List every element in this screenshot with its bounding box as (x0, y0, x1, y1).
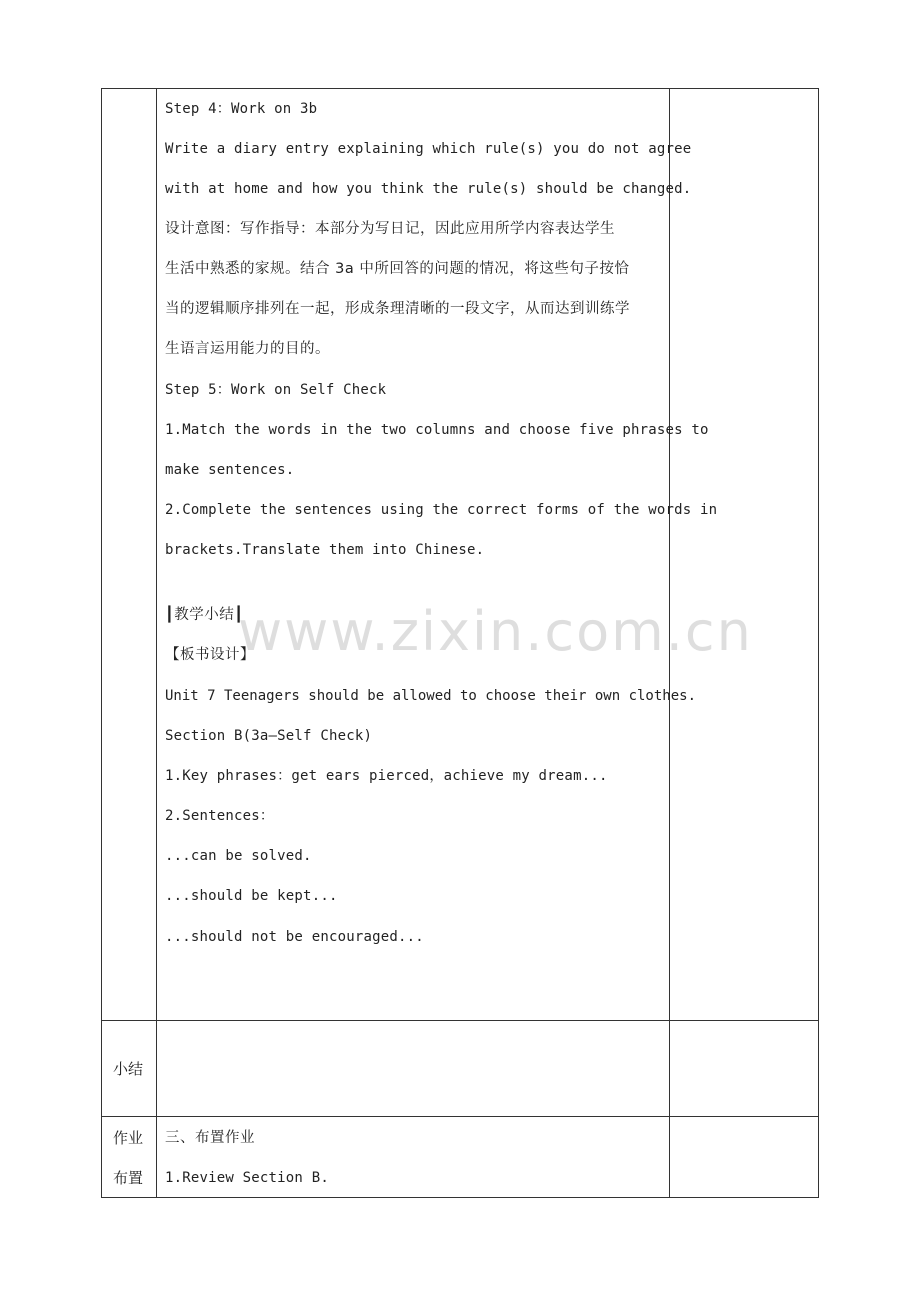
teaching-summary-heading: ┃教学小结┃ (165, 607, 244, 623)
homework-row-label-1: 作业 (113, 1129, 144, 1147)
design-intent-line-1: 设计意图：写作指导：本部分为写日记，因此应用所学内容表达学生 (165, 221, 615, 237)
summary-row-label: 小结 (113, 1060, 144, 1078)
row-divider-1 (101, 1020, 819, 1021)
step5-item2-line-2: brackets.Translate them into Chinese. (165, 542, 485, 558)
table-bottom-border (101, 1197, 819, 1198)
step5-item1-line-2: make sentences. (165, 462, 295, 478)
board-unit-title: Unit 7 Teenagers should be allowed to choose their own clothes. (165, 688, 697, 704)
homework-row-label-2: 布置 (113, 1169, 144, 1187)
step5-item2-line-1: 2.Complete the sentences using the correct forms of the words in (165, 502, 718, 518)
homework-title: 三、布置作业 (165, 1130, 255, 1146)
step5-item1-line-1: 1.Match the words in the two columns and choose five phrases to (165, 422, 709, 438)
board-sentence-2: ...should be kept... (165, 888, 338, 904)
board-sentence-1: ...can be solved. (165, 848, 312, 864)
board-design-heading: 【板书设计】 (165, 647, 255, 663)
row-divider-2 (101, 1116, 819, 1117)
table-left-border (101, 88, 102, 1198)
table-top-border (101, 88, 819, 89)
design-intent-line-4: 生语言运用能力的目的。 (165, 341, 330, 357)
step4-line-2: with at home and how you think the rule(s) should be changed. (165, 181, 692, 197)
board-sentences-label: 2.Sentences： (165, 808, 275, 824)
step4-line-1: Write a diary entry explaining which rule(s) you do not agree (165, 141, 692, 157)
watermark-text: www.zixin.com.cn (238, 600, 753, 663)
design-intent-line-2: 生活中熟悉的家规。结合 3a 中所回答的问题的情况，将这些句子按恰 (165, 261, 630, 277)
board-key-phrases: 1.Key phrases：get ears pierced，achieve my dream... (165, 768, 608, 784)
step5-title: Step 5：Work on Self Check (165, 382, 387, 398)
column-divider-1 (156, 88, 157, 1198)
board-sentence-3: ...should not be encouraged... (165, 929, 424, 945)
table-right-border (818, 88, 819, 1198)
board-section-title: Section B(3a—Self Check) (165, 728, 373, 744)
homework-item-1: 1.Review Section B. (165, 1170, 329, 1186)
step4-title: Step 4：Work on 3b (165, 101, 318, 117)
design-intent-line-3: 当的逻辑顺序排列在一起，形成条理清晰的一段文字，从而达到训练学 (165, 301, 630, 317)
